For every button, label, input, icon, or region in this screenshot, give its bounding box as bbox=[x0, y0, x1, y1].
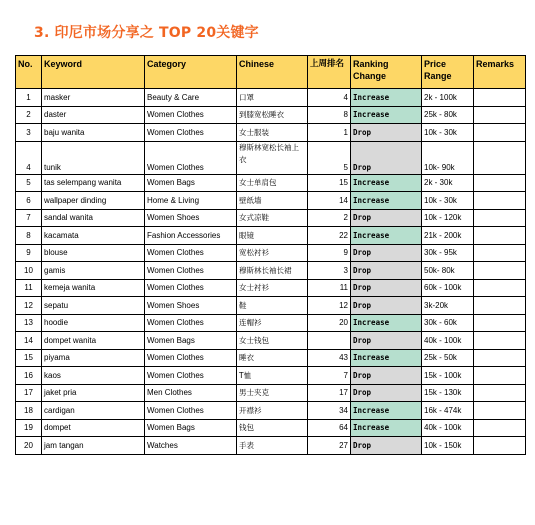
cell-keyword: jam tangan bbox=[42, 437, 145, 455]
cell-no: 15 bbox=[16, 349, 42, 367]
cell-ranking-change: Increase bbox=[351, 192, 422, 210]
cell-no: 12 bbox=[16, 297, 42, 315]
header-category: Category bbox=[145, 56, 237, 89]
cell-chinese: 女士服装 bbox=[237, 124, 308, 142]
cell-remarks bbox=[474, 227, 526, 245]
page-title: 3. 印尼市场分享之 TOP 20关键字 bbox=[34, 25, 259, 41]
cell-chinese: 女士衬衫 bbox=[237, 279, 308, 297]
cell-category: Women Clothes bbox=[145, 279, 237, 297]
table-row bbox=[16, 367, 526, 385]
header-keyword: Keyword bbox=[42, 56, 145, 89]
cell-chinese: 开襟衫 bbox=[237, 402, 308, 420]
cell-chinese: 到膝宽松睡衣 bbox=[237, 106, 308, 124]
cell-no: 17 bbox=[16, 384, 42, 402]
cell-category: Women Clothes bbox=[145, 141, 237, 174]
keywords-table bbox=[15, 55, 526, 455]
cell-last-week-rank: 1 bbox=[308, 124, 351, 142]
cell-category: Women Clothes bbox=[145, 262, 237, 280]
table-row bbox=[16, 174, 526, 192]
cell-price-range: 2k - 100k bbox=[422, 89, 474, 107]
cell-remarks bbox=[474, 209, 526, 227]
cell-price-range: 15k - 100k bbox=[422, 367, 474, 385]
cell-category: Women Clothes bbox=[145, 124, 237, 142]
cell-keyword: dompet bbox=[42, 419, 145, 437]
cell-chinese: T恤 bbox=[237, 367, 308, 385]
table-row bbox=[16, 89, 526, 107]
cell-no: 13 bbox=[16, 314, 42, 332]
cell-ranking-change: Drop bbox=[351, 384, 422, 402]
cell-no: 16 bbox=[16, 367, 42, 385]
cell-keyword: tas selempang wanita bbox=[42, 174, 145, 192]
header-chinese: Chinese bbox=[237, 56, 308, 89]
cell-category: Women Shoes bbox=[145, 297, 237, 315]
cell-price-range: 10k- 90k bbox=[422, 141, 474, 174]
cell-category: Fashion Accessories bbox=[145, 227, 237, 245]
cell-keyword: kaos bbox=[42, 367, 145, 385]
cell-chinese: 钱包 bbox=[237, 419, 308, 437]
cell-category: Watches bbox=[145, 437, 237, 455]
cell-last-week-rank: 12 bbox=[308, 297, 351, 315]
table-row bbox=[16, 402, 526, 420]
cell-ranking-change: Drop bbox=[351, 209, 422, 227]
table-row bbox=[16, 209, 526, 227]
cell-category: Women Shoes bbox=[145, 209, 237, 227]
cell-ranking-change: Increase bbox=[351, 349, 422, 367]
cell-ranking-change: Increase bbox=[351, 314, 422, 332]
cell-last-week-rank: 3 bbox=[308, 262, 351, 280]
cell-ranking-change: Drop bbox=[351, 262, 422, 280]
cell-no: 6 bbox=[16, 192, 42, 210]
cell-category: Men Clothes bbox=[145, 384, 237, 402]
cell-keyword: kacamata bbox=[42, 227, 145, 245]
cell-ranking-change: Increase bbox=[351, 402, 422, 420]
cell-no: 7 bbox=[16, 209, 42, 227]
cell-chinese: 男士夹克 bbox=[237, 384, 308, 402]
cell-no: 18 bbox=[16, 402, 42, 420]
table-row bbox=[16, 332, 526, 350]
cell-chinese: 女士钱包 bbox=[237, 332, 308, 350]
cell-remarks bbox=[474, 314, 526, 332]
cell-last-week-rank: 22 bbox=[308, 227, 351, 245]
table-row bbox=[16, 314, 526, 332]
cell-last-week-rank: 15 bbox=[308, 174, 351, 192]
cell-no: 4 bbox=[16, 141, 42, 174]
table-row bbox=[16, 106, 526, 124]
cell-chinese: 睡衣 bbox=[237, 349, 308, 367]
cell-keyword: hoodie bbox=[42, 314, 145, 332]
cell-price-range: 40k - 100k bbox=[422, 332, 474, 350]
header-last-week-rank: 上周排名 bbox=[308, 56, 351, 89]
cell-keyword: baju wanita bbox=[42, 124, 145, 142]
cell-keyword: blouse bbox=[42, 244, 145, 262]
cell-ranking-change: Increase bbox=[351, 89, 422, 107]
cell-category: Women Clothes bbox=[145, 244, 237, 262]
cell-price-range: 3k-20k bbox=[422, 297, 474, 315]
cell-no: 2 bbox=[16, 106, 42, 124]
cell-remarks bbox=[474, 192, 526, 210]
cell-category: Beauty & Care bbox=[145, 89, 237, 107]
cell-ranking-change: Increase bbox=[351, 174, 422, 192]
cell-chinese: 宽松衬衫 bbox=[237, 244, 308, 262]
cell-keyword: cardigan bbox=[42, 402, 145, 420]
cell-chinese: 壁纸墙 bbox=[237, 192, 308, 210]
cell-price-range: 21k - 200k bbox=[422, 227, 474, 245]
cell-category: Home & Living bbox=[145, 192, 237, 210]
cell-remarks bbox=[474, 332, 526, 350]
cell-last-week-rank: 64 bbox=[308, 419, 351, 437]
cell-remarks bbox=[474, 384, 526, 402]
cell-ranking-change: Increase bbox=[351, 419, 422, 437]
cell-last-week-rank: 14 bbox=[308, 192, 351, 210]
cell-last-week-rank: 4 bbox=[308, 89, 351, 107]
cell-chinese: 女式凉鞋 bbox=[237, 209, 308, 227]
cell-chinese: 女士单肩包 bbox=[237, 174, 308, 192]
cell-remarks bbox=[474, 89, 526, 107]
cell-last-week-rank: 20 bbox=[308, 314, 351, 332]
cell-no: 8 bbox=[16, 227, 42, 245]
table-row bbox=[16, 262, 526, 280]
cell-last-week-rank: 5 bbox=[308, 141, 351, 174]
table-row bbox=[16, 244, 526, 262]
cell-price-range: 40k - 100k bbox=[422, 419, 474, 437]
cell-keyword: masker bbox=[42, 89, 145, 107]
cell-ranking-change: Drop bbox=[351, 297, 422, 315]
cell-price-range: 10k - 30k bbox=[422, 192, 474, 210]
table-row bbox=[16, 349, 526, 367]
cell-keyword: tunik bbox=[42, 141, 145, 174]
cell-remarks bbox=[474, 244, 526, 262]
cell-last-week-rank: 8 bbox=[308, 106, 351, 124]
cell-remarks bbox=[474, 262, 526, 280]
cell-no: 11 bbox=[16, 279, 42, 297]
cell-ranking-change: Drop bbox=[351, 279, 422, 297]
cell-category: Women Bags bbox=[145, 174, 237, 192]
table-row bbox=[16, 192, 526, 210]
cell-price-range: 2k - 30k bbox=[422, 174, 474, 192]
cell-no: 14 bbox=[16, 332, 42, 350]
cell-price-range: 25k - 50k bbox=[422, 349, 474, 367]
table-row bbox=[16, 297, 526, 315]
cell-ranking-change: Drop bbox=[351, 367, 422, 385]
cell-keyword: dompet wanita bbox=[42, 332, 145, 350]
cell-last-week-rank: 17 bbox=[308, 384, 351, 402]
cell-last-week-rank: 2 bbox=[308, 209, 351, 227]
table-row bbox=[16, 124, 526, 142]
cell-last-week-rank: 11 bbox=[308, 279, 351, 297]
cell-category: Women Clothes bbox=[145, 367, 237, 385]
cell-price-range: 50k- 80k bbox=[422, 262, 474, 280]
cell-keyword: sandal wanita bbox=[42, 209, 145, 227]
cell-chinese: 穆斯林长袖长裙 bbox=[237, 262, 308, 280]
cell-category: Women Bags bbox=[145, 419, 237, 437]
cell-price-range: 16k - 474k bbox=[422, 402, 474, 420]
cell-ranking-change: Drop bbox=[351, 244, 422, 262]
table-header-row bbox=[16, 56, 526, 89]
header-ranking-change: Ranking Change bbox=[351, 56, 422, 89]
cell-chinese: 口罩 bbox=[237, 89, 308, 107]
cell-no: 3 bbox=[16, 124, 42, 142]
cell-ranking-change: Increase bbox=[351, 227, 422, 245]
cell-no: 20 bbox=[16, 437, 42, 455]
cell-remarks bbox=[474, 174, 526, 192]
table-row bbox=[16, 141, 526, 174]
cell-chinese: 连帽衫 bbox=[237, 314, 308, 332]
cell-last-week-rank: 34 bbox=[308, 402, 351, 420]
header-no: No. bbox=[16, 56, 42, 89]
cell-category: Women Clothes bbox=[145, 402, 237, 420]
cell-last-week-rank: 9 bbox=[308, 244, 351, 262]
table-row bbox=[16, 279, 526, 297]
cell-category: Women Clothes bbox=[145, 106, 237, 124]
cell-last-week-rank: 43 bbox=[308, 349, 351, 367]
cell-no: 5 bbox=[16, 174, 42, 192]
cell-no: 10 bbox=[16, 262, 42, 280]
cell-category: Women Clothes bbox=[145, 349, 237, 367]
cell-keyword: wallpaper dinding bbox=[42, 192, 145, 210]
cell-keyword: jaket pria bbox=[42, 384, 145, 402]
cell-remarks bbox=[474, 419, 526, 437]
cell-keyword: daster bbox=[42, 106, 145, 124]
cell-price-range: 25k - 80k bbox=[422, 106, 474, 124]
cell-ranking-change: Drop bbox=[351, 124, 422, 142]
cell-price-range: 10k - 30k bbox=[422, 124, 474, 142]
cell-price-range: 30k - 60k bbox=[422, 314, 474, 332]
cell-ranking-change: Drop bbox=[351, 437, 422, 455]
cell-ranking-change: Drop bbox=[351, 332, 422, 350]
cell-chinese: 眼镜 bbox=[237, 227, 308, 245]
cell-last-week-rank: 7 bbox=[308, 367, 351, 385]
cell-price-range: 30k - 95k bbox=[422, 244, 474, 262]
cell-ranking-change: Drop bbox=[351, 141, 422, 174]
cell-keyword: sepatu bbox=[42, 297, 145, 315]
cell-category: Women Bags bbox=[145, 332, 237, 350]
cell-remarks bbox=[474, 349, 526, 367]
cell-last-week-rank: 27 bbox=[308, 437, 351, 455]
cell-last-week-rank bbox=[308, 332, 351, 350]
cell-remarks bbox=[474, 297, 526, 315]
header-price-range: Price Range bbox=[422, 56, 474, 89]
cell-chinese: 手表 bbox=[237, 437, 308, 455]
cell-remarks bbox=[474, 141, 526, 174]
cell-price-range: 60k - 100k bbox=[422, 279, 474, 297]
cell-remarks bbox=[474, 124, 526, 142]
cell-no: 9 bbox=[16, 244, 42, 262]
cell-category: Women Clothes bbox=[145, 314, 237, 332]
cell-chinese: 穆斯林宽松长袖上衣 bbox=[237, 141, 308, 174]
cell-no: 19 bbox=[16, 419, 42, 437]
cell-remarks bbox=[474, 106, 526, 124]
table-row bbox=[16, 227, 526, 245]
table-row bbox=[16, 384, 526, 402]
cell-keyword: gamis bbox=[42, 262, 145, 280]
cell-remarks bbox=[474, 367, 526, 385]
cell-chinese: 鞋 bbox=[237, 297, 308, 315]
cell-price-range: 10k - 150k bbox=[422, 437, 474, 455]
cell-keyword: piyama bbox=[42, 349, 145, 367]
table-row bbox=[16, 437, 526, 455]
cell-remarks bbox=[474, 279, 526, 297]
cell-remarks bbox=[474, 437, 526, 455]
table-row bbox=[16, 419, 526, 437]
cell-price-range: 10k - 120k bbox=[422, 209, 474, 227]
header-remarks: Remarks bbox=[474, 56, 526, 89]
cell-no: 1 bbox=[16, 89, 42, 107]
cell-remarks bbox=[474, 402, 526, 420]
cell-price-range: 15k - 130k bbox=[422, 384, 474, 402]
cell-ranking-change: Increase bbox=[351, 106, 422, 124]
cell-keyword: kemeja wanita bbox=[42, 279, 145, 297]
